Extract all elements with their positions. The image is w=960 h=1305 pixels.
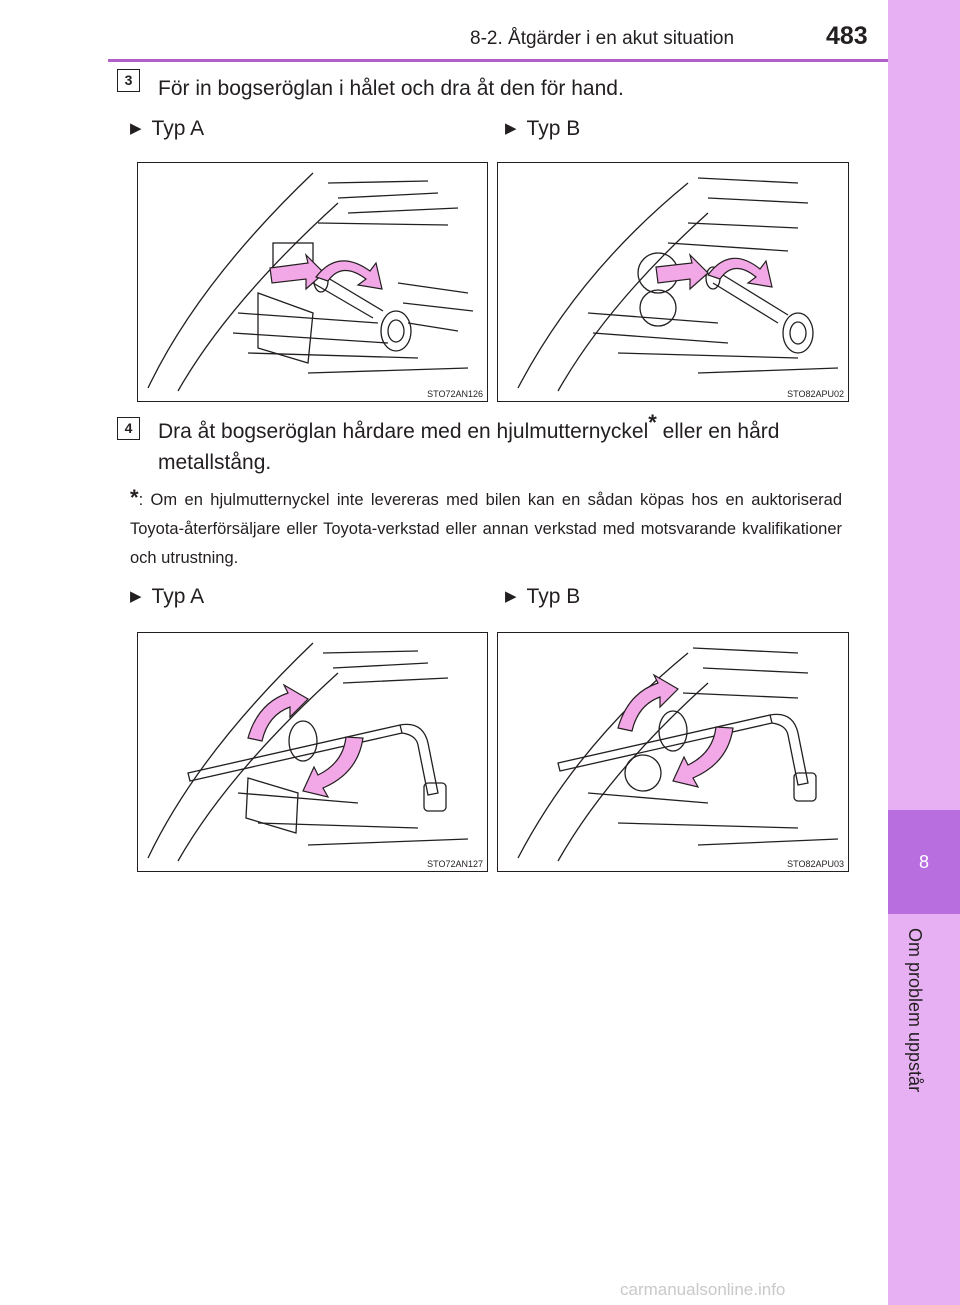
chapter-number: 8 [918,852,929,872]
type-b-label: ▶ Typ B [505,585,581,608]
asterisk-marker: * [648,410,657,435]
figure-code: STO72AN126 [427,389,483,399]
figure-code: STO72AN127 [427,859,483,869]
watermark: carmanualsonline.info [620,1280,786,1299]
step-number-4: 4 [117,417,140,440]
footnote-text: : Om en hjulmutternyckel inte levereras med bilen kan en sådan köpas hos en auktoriserad Toyota-återförsäljare eller Toyota-verkstad eller annan verkstad med motsvarande kvalifikationer och utrustning. [130,491,842,567]
illustration [138,163,487,401]
header-title: 8-2. Åtgärder i en akut situation [470,28,735,49]
step-3-text: För in bogseröglan i hålet och dra åt den för hand. [158,77,624,100]
figure-tighten-tow-eye-type-a [137,632,488,872]
triangle-right-icon: ▶ [505,120,517,137]
type-a-label: ▶ Typ A [130,585,205,608]
figure-tow-eye-insert-type-a [137,162,488,402]
sidebar-background [888,0,960,810]
type-b-label: ▶ Typ B [505,117,581,140]
step-number-3: 3 [117,69,140,92]
page-number: 483 [826,22,868,50]
header-rule [108,59,888,62]
chapter-title: Om problem uppstår [905,928,925,1093]
type-a-label: ▶ Typ A [130,117,205,140]
triangle-right-icon: ▶ [505,588,517,605]
triangle-right-icon: ▶ [130,120,142,137]
figure-tighten-tow-eye-type-b [497,632,849,872]
step-4-text: Dra åt bogseröglan hårdare med en hjulmutternyckel* eller en hård metallstång. [158,410,780,474]
figure-code: STO82APU03 [787,859,844,869]
footnote [130,483,842,573]
figure-tow-eye-insert-type-b [497,162,849,402]
triangle-right-icon: ▶ [130,588,142,605]
illustration [138,633,487,871]
illustration [498,633,848,871]
footnote-marker: * [130,485,139,510]
figure-code: STO82APU02 [787,389,844,399]
illustration [498,163,848,401]
